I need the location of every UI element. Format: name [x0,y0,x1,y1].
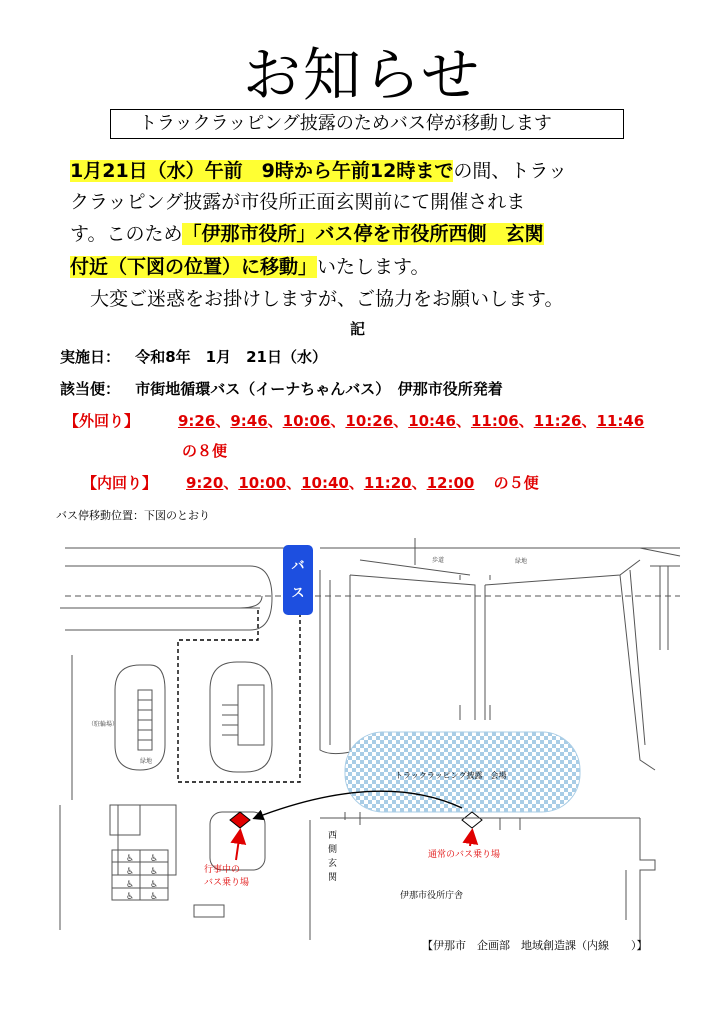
time-separator: 、 [330,412,346,430]
time-separator: 、 [455,412,471,430]
inner-time: 9:20 [186,474,224,492]
time-separator: 、 [393,412,409,430]
svg-text:♿: ♿ [126,854,135,864]
notice-highlight: 1月21日（水）午前 9時から午前12時まで [70,160,454,182]
time-separator: 、 [215,412,231,430]
map-caption: バス停移動位置：下図のとおり [56,509,210,522]
time-separator: 、 [411,474,427,492]
outer-time: 10:06 [282,412,331,430]
outer-time: 10:46 [408,412,456,430]
event-area-label: トラックラッピング披露 会場 [395,771,507,780]
svg-text:♿: ♿ [150,880,159,890]
bus-icon [283,545,313,615]
outer-time: 11:06 [470,412,519,430]
outer-count: の８便 [182,442,228,460]
bus-route [178,598,300,782]
city-hall-outline [310,812,655,940]
svg-text:♿: ♿ [150,867,159,877]
notice-text: す。このため [70,223,183,245]
normal-stop-marker [462,812,482,828]
service-value: 市街地循環バス（イーナちゃんバス） 伊那市役所発着 [135,380,503,398]
inner-count: の５便 [493,474,539,492]
svg-text:♿: ♿ [126,880,135,890]
time-separator: 、 [348,474,364,492]
inner-time: 12:00 [426,474,475,492]
svg-text:西: 西 [328,831,338,841]
notice-line-5: 大変ご迷惑をお掛けしますが、ご協力をお願いします。 [90,288,564,310]
ki-heading: 記 [350,320,366,338]
date-value: 令和8年 1月 21日（水） [135,348,327,366]
svg-text:側: 側 [328,845,338,855]
outer-time: 11:26 [533,412,582,430]
time-separator: 、 [518,412,534,430]
inner-loop-label: 【内回り】 [82,474,158,492]
city-hall-label: 伊那市役所庁舎 [400,891,464,901]
outer-time: 10:26 [345,412,394,430]
notice-text: の間、トラッ [453,160,567,182]
outer-loop-label: 【外回り】 [64,412,140,430]
notice-highlight: 付近（下図の位置）に移動」 [70,256,318,278]
parking-label: （駐輪場） [88,721,119,728]
west-entrance-label [328,830,337,883]
footer: 【伊那市 企画部 地域創造課（内線 ）】 [422,939,648,952]
parking-islands [60,655,272,930]
svg-text:関: 関 [328,873,338,883]
svg-text:♿: ♿ [150,892,159,902]
green-label-2: 緑地 [515,558,528,565]
sidewalk-label: 歩道 [432,557,445,564]
inner-time: 11:20 [363,474,412,492]
temp-stop-marker [230,812,250,828]
wheelchair-icons [126,854,158,902]
time-separator: 、 [581,412,597,430]
subtitle: トラックラッピング披露のためバス停が移動します [110,109,624,139]
svg-text:♿: ♿ [126,892,135,902]
service-label: 該当便： [60,380,121,398]
road-curve [250,566,272,630]
bus-label-1: バ [291,559,305,574]
notice-text: いたします。 [317,256,430,278]
svg-text:♿: ♿ [150,854,159,864]
time-separator: 、 [267,412,283,430]
normal-stop-label: 通常のバス乗り場 [428,850,501,860]
outer-time: 11:46 [596,412,645,430]
inner-time: 10:40 [301,474,349,492]
outer-time: 9:26 [178,412,216,430]
date-label: 実施日： [60,348,121,366]
page-title: お知らせ [242,41,482,109]
bus-label-2: ス [291,586,305,601]
time-separator: 、 [286,474,302,492]
temp-stop-label-1: 行事中の [204,865,241,875]
green-label-1: 緑地 [140,758,153,765]
temp-stop-label-2: バス乗り場 [204,878,250,888]
time-separator: 、 [223,474,239,492]
outer-time: 9:46 [230,412,268,430]
road-lines [60,538,680,650]
svg-text:♿: ♿ [126,867,135,877]
inner-time: 10:00 [238,474,287,492]
svg-text:玄: 玄 [328,859,338,869]
notice-highlight: 「伊那市役所」バス停を市役所西側 玄関 [182,223,544,245]
notice-line-2: クラッピング披露が市役所正面玄関前にて開催されま [70,191,526,213]
